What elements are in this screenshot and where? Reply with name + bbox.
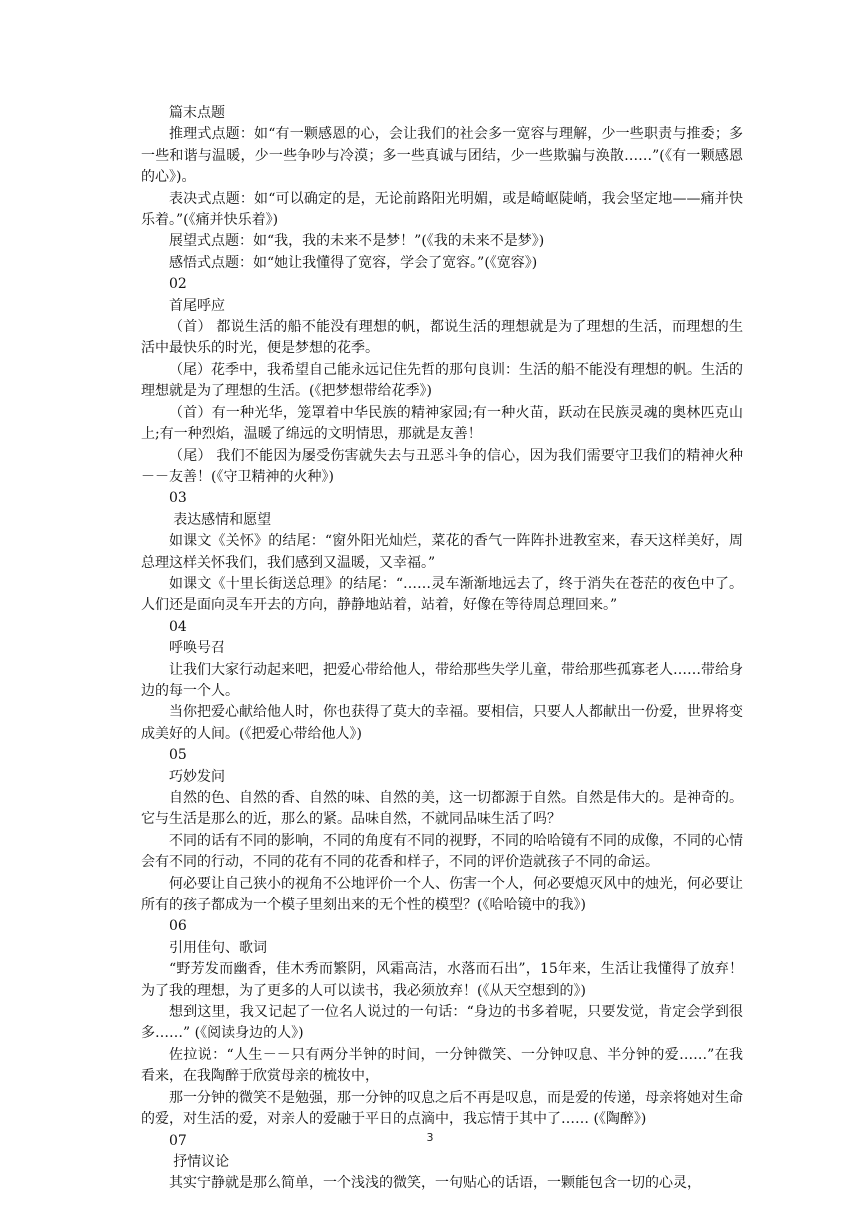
section-heading: 引用佳句、歌词 bbox=[169, 939, 267, 956]
section-number: 04 bbox=[169, 618, 187, 635]
paragraph: 自然的色、自然的香、自然的味、自然的美，这一切都源于自然。自然是伟大的。是神奇的。它与生活是那么的近，那么的紧。品味自然，不就同品味生活了吗？ bbox=[141, 790, 743, 828]
paragraph: 推理式点题：如“有一颗感恩的心，会让我们的社会多一宽容与理解，少一些职责与推委；多一些和谐与温暖，少一些争吵与冷漠；多一些真诚与团结，少一些欺骗与涣散……”(《有一颗感恩的心》)。 bbox=[141, 126, 743, 186]
paragraph: 表决式点题：如“可以确定的是，无论前路阳光明媚，或是崎岖陡峭，我会坚定地——痛并快乐着。”(《痛并快乐着》) bbox=[141, 190, 743, 229]
paragraph: 如课文《关怀》的结尾：“窗外阳光灿烂，菜花的香气一阵阵扑进教室来，春天这样美好，周总理这样关怀我们，我们感到又温暖，又幸福。” bbox=[141, 533, 743, 571]
paragraph: 感悟式点题：如“她让我懂得了宽容，学会了宽容。”(《宽容》) bbox=[169, 254, 538, 271]
paragraph: 那一分钟的微笑不是勉强，那一分钟的叹息之后不再是叹息，而是爱的传递，母亲将她对生命的爱，对生活的爱，对亲人的爱融于平日的点滴中，我忘情于其中了…… (《陶醉》) bbox=[141, 1089, 743, 1128]
paragraph: 何必要让自己狭小的视角不公地评价一个人、伤害一个人，何必要熄灭风中的烛光，何必要让所有的孩子都成为一个模子里刻出来的无个性的模型？(《哈哈镜中的我》) bbox=[141, 875, 743, 914]
section-heading: 篇末点题 bbox=[169, 105, 225, 121]
paragraph: 当你把爱心献给他人时，你也获得了莫大的幸福。要相信，只要人人都献出一份爱，世界将变成美好的人间。(《把爱心带给他人》) bbox=[141, 704, 743, 742]
paragraph: 展望式点题：如“我，我的未来不是梦！”(《我的未来不是梦》) bbox=[169, 233, 545, 250]
paragraph: “野芳发而幽香，佳木秀而繁阴，风霜高洁，水落而石出”，15年来，生活让我懂得了放弃！为了我的理想，为了更多的人可以读书，我必须放弃！(《从天空想到的》) bbox=[141, 961, 743, 999]
paragraph: 让我们大家行动起来吧，把爱心带给他人，带给那些失学儿童，带给那些孤寡老人……带给身边的每一个人。 bbox=[141, 661, 743, 699]
section-heading: 表达感情和愿望 bbox=[173, 511, 272, 528]
paragraph: 佐拉说：“人生－－只有两分半钟的时间，一分钟微笑、一分钟叹息、半分钟的爱……”在我看来，在我陶醉于欣赏母亲的梳妆中， bbox=[141, 1046, 743, 1085]
section-heading: 呼唤号召 bbox=[169, 640, 225, 657]
document-body bbox=[141, 103, 743, 1195]
section-number: 07 bbox=[169, 1132, 187, 1149]
paragraph: 其实宁静就是那么简单，一个浅浅的微笑，一句贴心的话语，一颗能包含一切的心灵， bbox=[169, 1175, 701, 1192]
section-number: 06 bbox=[169, 918, 187, 935]
paragraph: 想到这里，我又记起了一位名人说过的一句话：“身边的书多着呢，只要发觉，肯定会学到很多……” (《阅读身边的人》) bbox=[141, 1004, 743, 1042]
paragraph: 如课文《十里长街送总理》的结尾：“……灵车渐渐地远去了，终于消失在苍茫的夜色中了。人们还是面向灵车开去的方向，静静地站着，站着，好像在等待周总理回来。” bbox=[141, 575, 743, 614]
section-heading: 抒情议论 bbox=[173, 1153, 230, 1170]
paragraph: （尾）花季中，我希望自己能永远记住先哲的那句良训：生活的船不能没有理想的帆。生活的理想就是为了理想的生活。(《把梦想带给花季》) bbox=[141, 361, 743, 400]
paragraph: （首）有一种光华，笼罩着中华民族的精神家园;有一种火苗，跃动在民族灵魂的奥林匹克山上;有一种烈焰，温暖了绵远的文明情思，那就是友善！ bbox=[141, 404, 743, 443]
paragraph: 不同的话有不同的影响，不同的角度有不同的视野，不同的哈哈镜有不同的成像，不同的心情会有不同的行动，不同的花有不同的花香和样子，不同的评价造就孩子不同的命运。 bbox=[141, 832, 743, 871]
section-heading: 巧妙发问 bbox=[169, 768, 225, 785]
paragraph: （尾） 我们不能因为屡受伤害就失去与丑恶斗争的信心，因为我们需要守卫我们的精神火种－－友善！(《守卫精神的火种》) bbox=[141, 447, 743, 485]
paragraph: （首） 都说生活的船不能没有理想的帆，都说生活的理想就是为了理想的生活，而理想的生活中最快乐的时光，便是梦想的花季。 bbox=[141, 319, 743, 357]
section-number: 03 bbox=[169, 490, 187, 507]
section-heading: 首尾呼应 bbox=[169, 297, 225, 314]
page-number: 3 bbox=[426, 1131, 434, 1144]
section-number: 02 bbox=[169, 276, 187, 293]
section-number: 05 bbox=[169, 747, 187, 764]
